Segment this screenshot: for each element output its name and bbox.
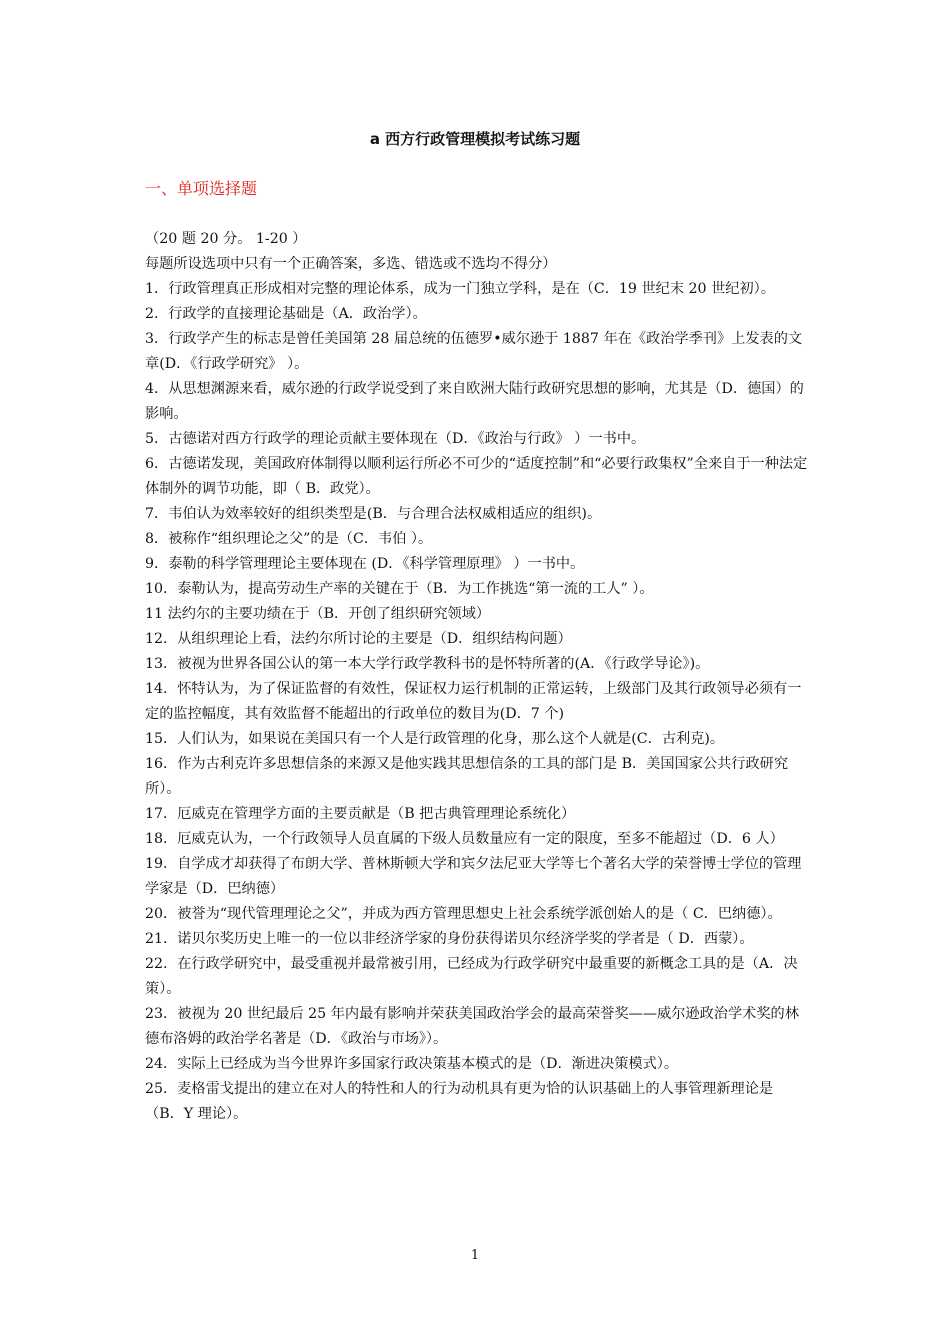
question-item: 2．行政学的直接理论基础是（A．政治学）。 xyxy=(145,306,427,322)
section-heading: 一、单项选择题 xyxy=(145,179,258,198)
document-title: a 西方行政管理模拟考试练习题 xyxy=(369,130,581,148)
question-item: 11 法约尔的主要功绩在于（B．开创了组织研究领域） xyxy=(145,606,491,622)
question-item: 14．怀特认为，为了保证监督的有效性，保证权力运行机制的正常运转，上级部门及其行政领导必须有一定的监控幅度，其有效监督不能超出的行政单位的数目为(D．7 个) xyxy=(145,681,802,722)
document-body xyxy=(145,227,810,1127)
question-item: 13．被视为世界各国公认的第一本大学行政学教科书的是怀特所著的(A．《行政学导论》)。 xyxy=(145,656,710,672)
page-number: 1 xyxy=(470,1248,480,1263)
question-item: 10．泰勒认为，提高劳动生产率的关键在于（B．为工作挑选“第一流的工人” ）。 xyxy=(145,581,654,597)
question-item: 4．从思想渊源来看，威尔逊的行政学说受到了来自欧洲大陆行政研究思想的影响，尤其是（D．德国）的影响。 xyxy=(145,381,804,422)
question-item: 15．人们认为，如果说在美国只有一个人是行政管理的化身，那么这个人就是(C．古利克)。 xyxy=(145,731,725,747)
question-item: 21．诺贝尔奖历史上唯一的一位以非经济学家的身份获得诺贝尔经济学奖的学者是（ D．西蒙）。 xyxy=(145,931,754,947)
intro-line: （20 题 20 分。 1-20 ） xyxy=(145,231,307,247)
question-item: 5．古德诺对西方行政学的理论贡献主要体现在（D．《政治与行政》 ）一书中。 xyxy=(145,431,646,447)
question-item: 17．厄威克在管理学方面的主要贡献是（B 把古典管理理论系统化） xyxy=(145,806,576,822)
question-item: 12．从组织理论上看，法约尔所讨论的主要是（D．组织结构问题） xyxy=(145,631,572,647)
intro-line: 每题所设选项中只有一个正确答案，多选、错选或不选均不得分） xyxy=(145,256,557,272)
question-item: 24．实际上已经成为当今世界许多国家行政决策基本模式的是（D．渐进决策模式）。 xyxy=(145,1056,679,1072)
question-item: 6．古德诺发现，美国政府体制得以顺利运行所必不可少的“适度控制”和“必要行政集权”全来自于一种法定体制外的调节功能，即（ B．政党）。 xyxy=(145,456,808,497)
question-item: 16．作为古利克许多思想信条的来源又是他实践其思想信条的工具的部门是 B．美国国家公共行政研究所）。 xyxy=(145,756,789,797)
question-item: 19．自学成才却获得了布朗大学、普林斯顿大学和宾夕法尼亚大学等七个著名大学的荣誉博士学位的管理学家是（D．巴纳德） xyxy=(145,856,802,897)
question-item: 8．被称作“组织理论之父”的是（C．韦伯 ）。 xyxy=(145,531,433,547)
question-item: 7．韦伯认为效率较好的组织类型是(B．与合理合法权威相适应的组织)。 xyxy=(145,506,602,522)
question-item: 25．麦格雷戈提出的建立在对人的特性和人的行为动机具有更为恰的认识基础上的人事管理新理论是（B．Y 理论）。 xyxy=(145,1081,774,1122)
question-item: 23．被视为 20 世纪最后 25 年内最有影响并荣获美国政治学会的最高荣誉奖——威尔逊政治学术奖的林德布洛姆的政治学名著是（D．《政治与市场》）。 xyxy=(145,1006,799,1047)
question-item: 22．在行政学研究中，最受重视并最常被引用，已经成为行政学研究中最重要的新概念工具的是（A．决策）。 xyxy=(145,956,798,997)
question-item: 20．被誉为“现代管理理论之父”，并成为西方管理思想史上社会系统学派创始人的是（ C．巴纳德）。 xyxy=(145,906,782,922)
question-item: 9．泰勒的科学管理理论主要体现在 (D．《科学管理原理》 ）一书中。 xyxy=(145,556,585,572)
question-item: 1．行政管理真正形成相对完整的理论体系，成为一门独立学科，是在（C．19 世纪末 20 世纪初）。 xyxy=(145,281,775,297)
question-item: 3．行政学产生的标志是曾任美国第 28 届总统的伍德罗•威尔逊于 1887 年在《政治学季刊》上发表的文章(D．《行政学研究》 ）。 xyxy=(145,331,803,372)
question-item: 18．厄威克认为，一个行政领导人员直属的下级人员数量应有一定的限度，至多不能超过（D．6 人） xyxy=(145,831,784,847)
